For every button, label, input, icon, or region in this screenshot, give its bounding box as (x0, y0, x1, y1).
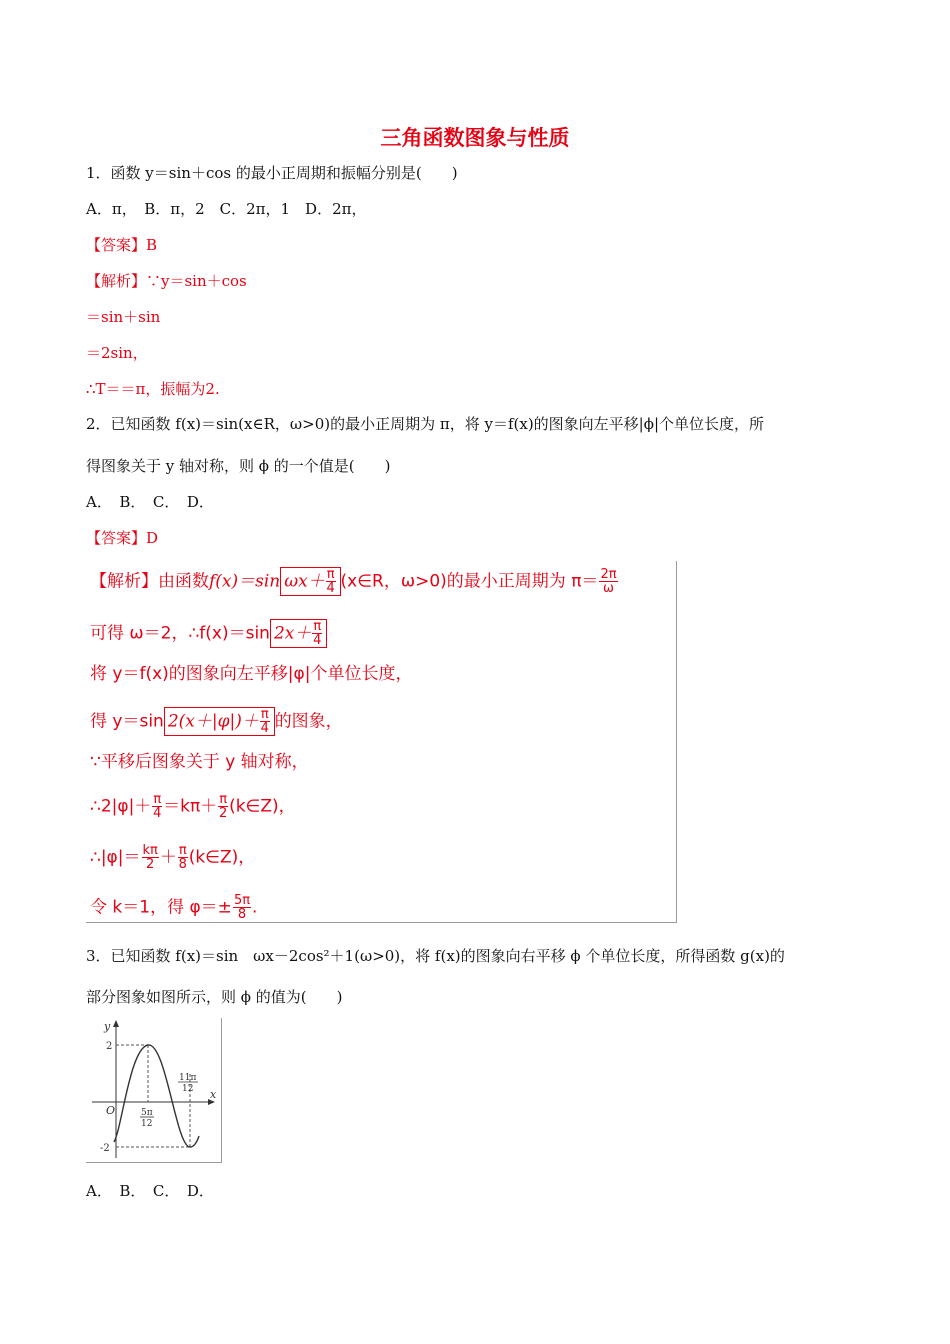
page-title: 三角函数图象与性质 (380, 126, 570, 150)
solution-line: 令 k＝1，得 φ＝± $\frac{5\pi}{8}$ . (90, 893, 258, 922)
q3-stem: 部分图象如图所示，则 ϕ 的值为( ) (86, 988, 343, 1006)
origin-label: O (106, 1104, 116, 1117)
q1-stem: 1．函数 y＝sin＋cos 的最小正周期和振幅分别是( ) (86, 164, 458, 182)
solution-line: ∴2|φ|＋ $\frac{\pi}{4}$ ＝kπ＋ $\frac{\pi}{2}$ (k∈Z)， (90, 792, 296, 821)
q1-analysis-line: ＝2sin， (86, 344, 148, 362)
solution-line: 【解析】由函数f(x)＝sin ωx＋ $\frac{\pi}{4}$ (x∈R，ω>0)的最小正周期为 π＝ $\frac{2\pi}{\omega}$ (90, 567, 617, 596)
solution-line: 得 y＝sin 2(x＋|φ|)＋ $\frac{\pi}{4}$ 的图象， (90, 707, 343, 736)
y-max-label: 2 (106, 1041, 113, 1052)
q3-graph-svg (86, 1018, 221, 1162)
q1-analysis-line: ∴T＝＝π，振幅为2. (86, 380, 220, 398)
q2-stem: 得图象关于 y 轴对称，则 ϕ 的一个值是( ) (86, 457, 391, 475)
y-axis-label: y (104, 1020, 111, 1033)
q3-graph (86, 1018, 222, 1163)
y-axis-arrow (113, 1020, 119, 1027)
q1-analysis-line: ＝sin＋sin (86, 308, 161, 326)
sine-curve (114, 1045, 199, 1147)
q3-stem: 3．已知函数 f(x)＝sin ωx－2cos²＋1(ω>0)，将 f(x)的图象向右平移 ϕ 个单位长度，所得函数 g(x)的 (86, 947, 785, 965)
solution-line: 可得 ω＝2，∴f(x)＝sin 2x＋ $\frac{\pi}{4}$ (90, 619, 327, 648)
q2-solution-image (86, 561, 677, 923)
tick-11pi-12-num: 11π (179, 1073, 197, 1083)
tick-5pi-12-num: 5π (141, 1108, 153, 1118)
q3-options: A． B． C． D． (86, 1182, 214, 1200)
solution-line: 将 y＝f(x)的图象向左平移|φ|个单位长度， (90, 664, 413, 684)
solution-line: ∵平移后图象关于 y 轴对称， (90, 752, 309, 772)
tick-5pi-12-den: 12 (141, 1119, 153, 1129)
q2-answer: 【答案】D (86, 529, 159, 547)
q1-options: A．π， B．π，2 C．2π，1 D．2π， (86, 200, 367, 218)
solution-line: ∴|φ|＝ $\frac{k\pi}{2}$ ＋ $\frac{\pi}{8}$ (k∈Z)， (90, 843, 256, 872)
q2-stem: 2．已知函数 f(x)＝sin(x∈R，ω>0)的最小正周期为 π，将 y＝f(x)的图象向左平移|ϕ|个单位长度，所 (86, 415, 765, 433)
q2-options: A． B． C． D． (86, 493, 214, 511)
y-min-label: -2 (100, 1143, 110, 1154)
x-axis-label: x (210, 1088, 217, 1101)
q1-answer: 【答案】B (86, 236, 158, 254)
tick-11pi-12-den: 12 (182, 1084, 194, 1094)
q1-analysis-line: 【解析】∵y＝sin＋cos (86, 272, 247, 290)
